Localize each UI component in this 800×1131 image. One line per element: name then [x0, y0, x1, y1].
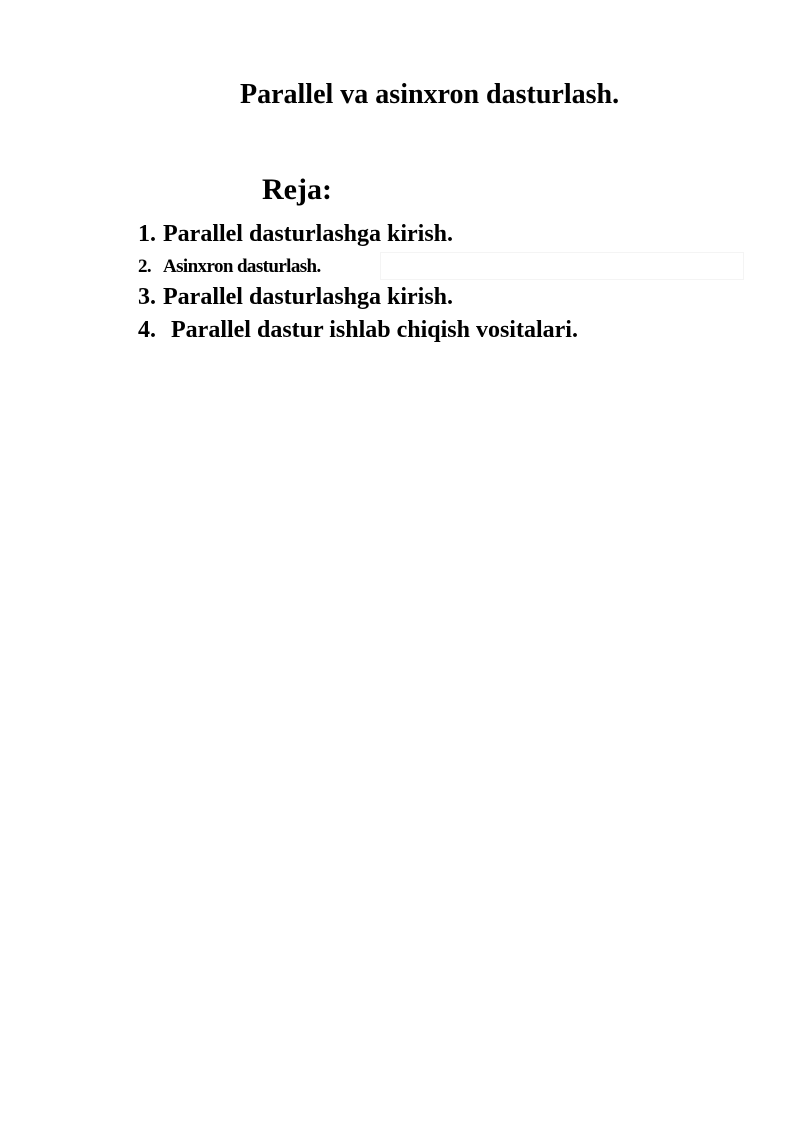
- plan-item-1: [138, 218, 453, 250]
- document-title: Parallel va asinxron dasturlash.: [240, 79, 620, 110]
- plan-item-text: Parallel dasturlashga kirish.: [163, 284, 454, 310]
- plan-item-3: [138, 281, 453, 313]
- plan-item-text: Parallel dastur ishlab chiqish vositalari.: [171, 317, 578, 343]
- plan-item-text: Parallel dasturlashga kirish.: [163, 221, 454, 247]
- plan-item-number: 4.: [138, 317, 156, 343]
- plan-heading: Reja:: [262, 173, 332, 206]
- plan-item-text: Asinxron dasturlash.: [163, 256, 321, 277]
- plan-item-2: [138, 253, 321, 281]
- plan-item-4: [138, 314, 578, 346]
- plan-item-number: 3.: [138, 284, 156, 310]
- plan-item-number: 2.: [138, 256, 152, 277]
- plan-item-number: 1.: [138, 221, 156, 247]
- text-frame: [380, 252, 744, 280]
